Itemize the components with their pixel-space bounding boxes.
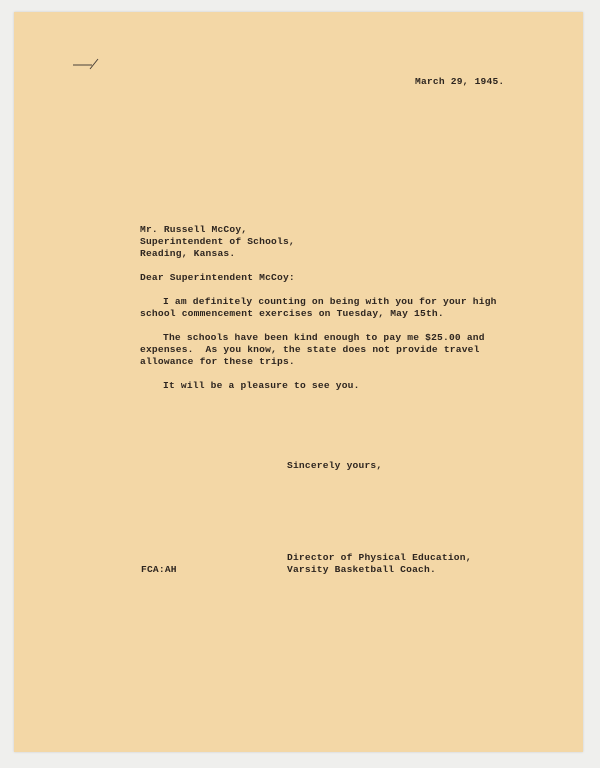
typist-initials: FCA:AH xyxy=(141,564,177,575)
salutation: Dear Superintendent McCoy: xyxy=(140,272,295,283)
paragraph-1-line-1: I am definitely counting on being with you for your high xyxy=(163,296,497,307)
paragraph-2-line-2: expenses. As you know, the state does not provide travel xyxy=(140,344,480,355)
paragraph-1-line-2: school commencement exercises on Tuesday, May 15th. xyxy=(140,308,444,319)
paragraph-3-line-1: It will be a pleasure to see you. xyxy=(163,380,360,391)
paragraph-2-line-1: The schools have been kind enough to pay me $25.00 and xyxy=(163,332,485,343)
letter-date: March 29, 1945. xyxy=(415,76,505,87)
signature-title-line-2: Varsity Basketball Coach. xyxy=(287,564,436,575)
pencil-mark xyxy=(72,56,106,70)
closing: Sincerely yours, xyxy=(287,460,383,471)
signature-title-line-1: Director of Physical Education, xyxy=(287,552,472,563)
recipient-name: Mr. Russell McCoy, xyxy=(140,224,248,235)
paragraph-2-line-3: allowance for these trips. xyxy=(140,356,295,367)
recipient-address: Reading, Kansas. xyxy=(140,248,236,259)
recipient-title: Superintendent of Schools, xyxy=(140,236,295,247)
